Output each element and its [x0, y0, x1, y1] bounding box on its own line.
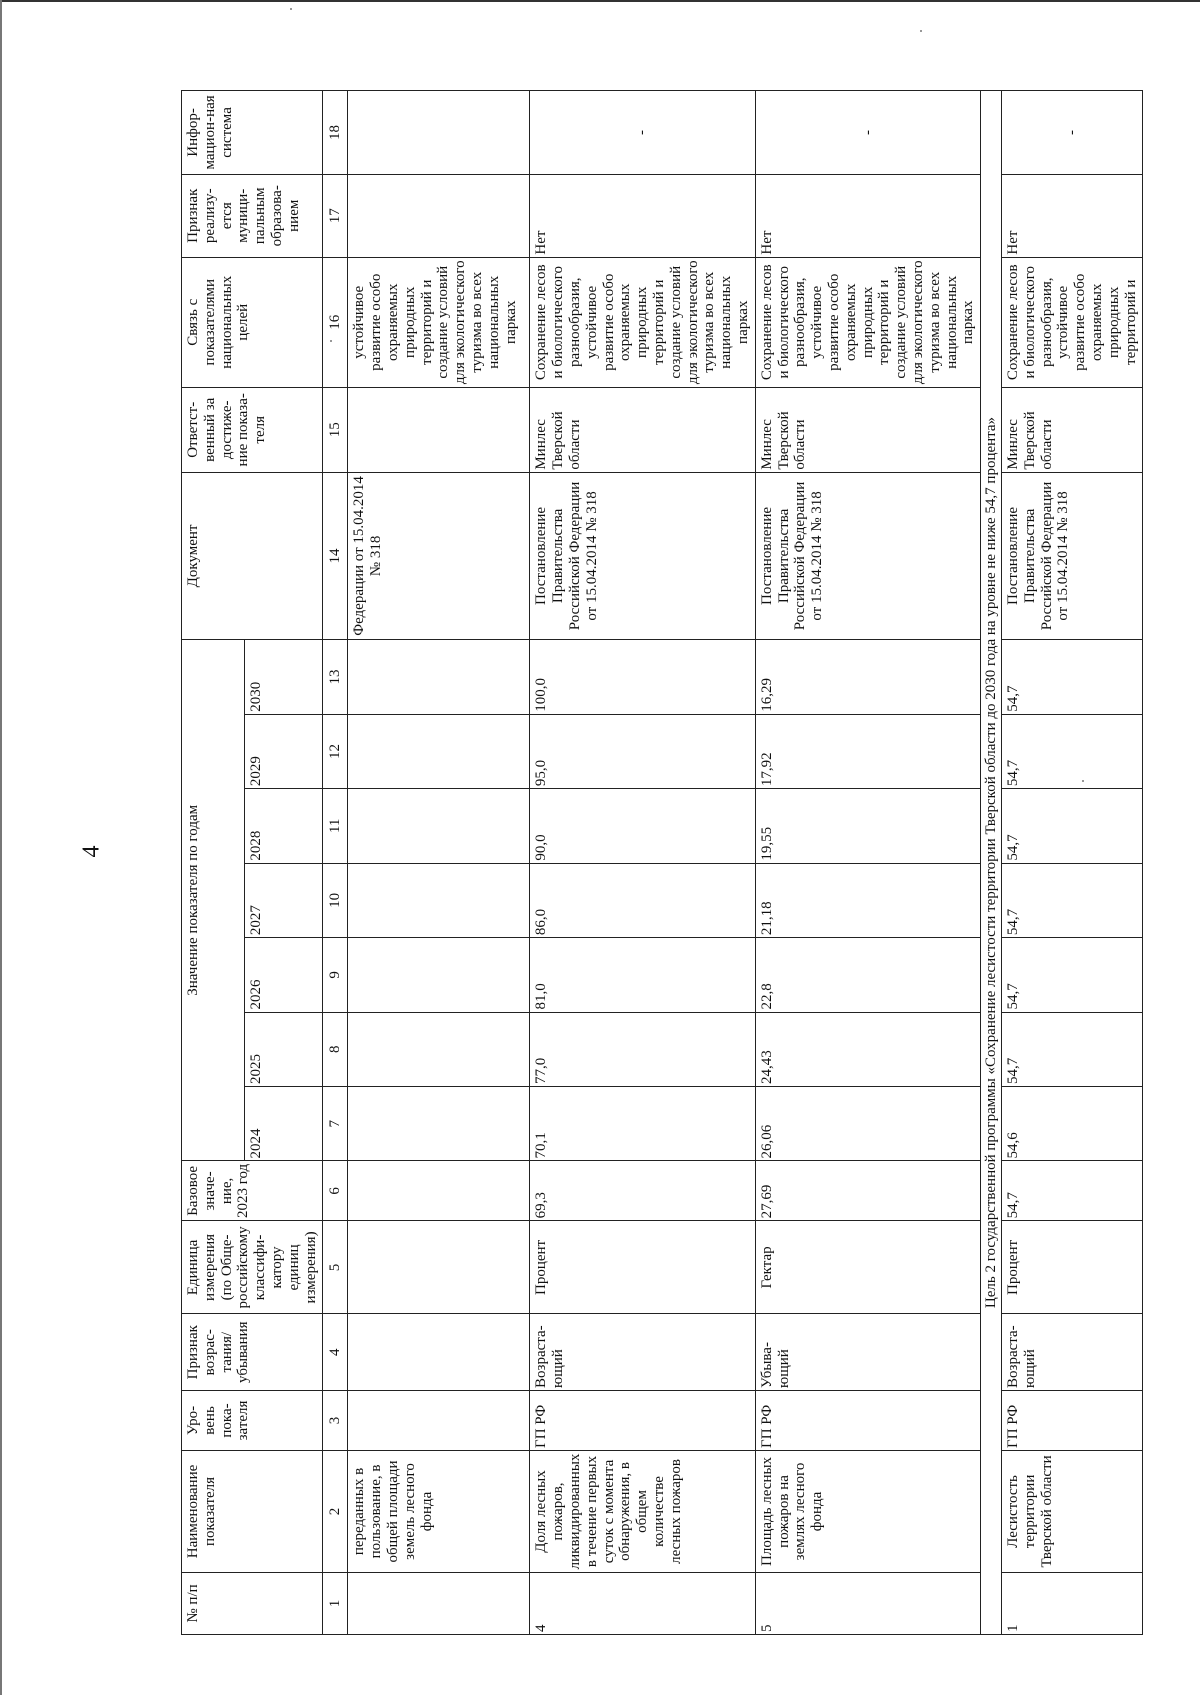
row-unit	[348, 1221, 530, 1314]
header-trend: Признак возрас-тания/ убывания	[182, 1314, 323, 1391]
row-trend	[348, 1314, 530, 1391]
row-value: 24,43	[755, 1012, 980, 1086]
goal-text: Цель 2 государственной программы «Сохранение лесистости территории Тверской области до 2030 года на уровне не ниже 54,7 процента»	[981, 91, 1002, 1635]
column-number: 6	[323, 1161, 348, 1221]
row-value: 54,7	[1002, 789, 1143, 863]
row-responsible: Минлес Тверской области	[530, 387, 755, 472]
row-value	[348, 789, 530, 863]
header-year: 2027	[244, 863, 323, 937]
row-value: 54,6	[1002, 1086, 1143, 1160]
row-level: ГП РФ	[755, 1390, 980, 1450]
column-number: 18	[323, 91, 348, 175]
row-trend: Возраста-ющий	[530, 1314, 755, 1391]
scan-speck	[290, 8, 292, 10]
row-infosys	[348, 91, 530, 175]
row-link: Сохранение лесов и биологического разнообразия, устойчивое развитие особо охраняемых природных территорий и создание условий для экологического туризма во всех национальных парках	[755, 257, 980, 387]
header-level: Уро-вень пока-зателя	[182, 1390, 323, 1450]
scan-edge-top	[0, 0, 1200, 2]
row-value: 54,7	[1002, 1012, 1143, 1086]
row-level: ГП РФ	[1002, 1390, 1143, 1450]
row-trend: Убыва-ющий	[755, 1314, 980, 1391]
row-name: Площадь лесных пожаров на землях лесного фонда	[755, 1450, 980, 1572]
header-municipal: Признак реализу-ется муници-пальным образова-нием	[182, 174, 323, 257]
row-value: 81,0	[530, 938, 755, 1012]
row-unit: Процент	[530, 1221, 755, 1314]
row-num	[348, 1572, 530, 1634]
row-value	[348, 1086, 530, 1160]
header-year: 2028	[244, 789, 323, 863]
header-values-group: Значение показателя по годам	[182, 640, 245, 1161]
column-number: 9	[323, 938, 348, 1012]
row-municipal	[348, 174, 530, 257]
table-row	[530, 91, 755, 1635]
row-base	[348, 1161, 530, 1221]
row-value: 90,0	[530, 789, 755, 863]
row-unit: Гектар	[755, 1221, 980, 1314]
row-document: Постановление Правительства Российской Федерации от 15.04.2014 № 318	[530, 472, 755, 640]
header-num: № п/п	[182, 1572, 323, 1634]
row-name: переданных в пользование, в общей площади земель лесного фонда	[348, 1450, 530, 1572]
row-value: 77,0	[530, 1012, 755, 1086]
row-link: устойчивое развитие особо охраняемых природных территорий и создание условий для экологического туризма во всех национальных парках	[348, 257, 530, 387]
row-num: 5	[755, 1572, 980, 1634]
scan-edge-left	[0, 0, 2, 1695]
column-numbers-row	[323, 91, 348, 1635]
row-level: ГП РФ	[530, 1390, 755, 1450]
row-link: Сохранение лесов и биологического разнообразия, устойчивое развитие особо охраняемых природных территорий и	[1002, 257, 1143, 387]
row-value: 54,7	[1002, 640, 1143, 715]
row-infosys: -	[755, 91, 980, 175]
header-year: 2026	[244, 938, 323, 1012]
row-value	[348, 640, 530, 715]
row-unit: Процент	[1002, 1221, 1143, 1314]
goal-row	[981, 91, 1002, 1635]
column-number: 4	[323, 1314, 348, 1391]
row-document: Постановление Правительства Российской Федерации от 15.04.2014 № 318	[1002, 472, 1143, 640]
row-value	[348, 863, 530, 937]
column-number: 10	[323, 863, 348, 937]
column-number: 3	[323, 1390, 348, 1450]
header-unit: Единица измерения (по Обще-российскому классифи-катору единиц измерения)	[182, 1221, 323, 1314]
row-value: 54,7	[1002, 938, 1143, 1012]
column-number: 1	[323, 1572, 348, 1634]
column-number: 14	[323, 472, 348, 640]
table-row	[1002, 91, 1143, 1635]
page-number: 4	[78, 845, 105, 858]
row-value: 19,55	[755, 789, 980, 863]
row-base: 27,69	[755, 1161, 980, 1221]
row-value: 54,7	[1002, 863, 1143, 937]
header-year: 2030	[244, 640, 323, 715]
row-value: 100,0	[530, 640, 755, 715]
header-name: Наименование показателя	[182, 1450, 323, 1572]
column-number: 2	[323, 1450, 348, 1572]
row-level	[348, 1390, 530, 1450]
row-municipal: Нет	[755, 174, 980, 257]
column-number: 16	[323, 257, 348, 387]
row-trend: Возраста-ющий	[1002, 1314, 1143, 1391]
row-base: 54,7	[1002, 1161, 1143, 1221]
row-base: 69,3	[530, 1161, 755, 1221]
row-num: 1	[1002, 1572, 1143, 1634]
column-number: 12	[323, 714, 348, 788]
row-name: Доля лесных пожаров, ликвидированных в течение первых суток с момента обнаружения, в общем количестве лесных пожаров	[530, 1450, 755, 1572]
row-value: 21,18	[755, 863, 980, 937]
row-municipal: Нет	[530, 174, 755, 257]
row-value: 54,7	[1002, 714, 1143, 788]
column-number: 13	[323, 640, 348, 715]
row-responsible: Минлес Тверской области	[1002, 387, 1143, 472]
row-value: 70,1	[530, 1086, 755, 1160]
header-year: 2025	[244, 1012, 323, 1086]
column-number: 5	[323, 1221, 348, 1314]
row-num: 4	[530, 1572, 755, 1634]
header-link: Связь с показателями национальных целей	[182, 257, 323, 387]
row-document: Федерации от 15.04.2014 № 318	[348, 472, 530, 640]
row-municipal: Нет	[1002, 174, 1143, 257]
row-value	[348, 938, 530, 1012]
header-year: 2024	[244, 1086, 323, 1160]
column-number: 17	[323, 174, 348, 257]
row-link: Сохранение лесов и биологического разнообразия, устойчивое развитие особо охраняемых природных территорий и создание условий для экологического туризма во всех национальных парках	[530, 257, 755, 387]
column-number: 7	[323, 1086, 348, 1160]
column-number: 11	[323, 789, 348, 863]
row-value: 86,0	[530, 863, 755, 937]
row-infosys: -	[530, 91, 755, 175]
row-responsible: Минлес Тверской области	[755, 387, 980, 472]
column-number: 15	[323, 387, 348, 472]
header-year: 2029	[244, 714, 323, 788]
scan-speck	[920, 30, 922, 32]
row-document: Постановление Правительства Российской Федерации от 15.04.2014 № 318	[755, 472, 980, 640]
table-row	[348, 91, 530, 1635]
rotated-table-container	[181, 90, 1139, 1635]
row-value: 26,06	[755, 1086, 980, 1160]
row-name: Лесистость территории Тверской области	[1002, 1450, 1143, 1572]
column-number: 8	[323, 1012, 348, 1086]
indicators-table	[181, 90, 1143, 1635]
header-document: Документ	[182, 472, 323, 640]
header-infosys: Инфор-мацион-ная система	[182, 91, 323, 175]
row-value: 95,0	[530, 714, 755, 788]
row-value	[348, 714, 530, 788]
table-row	[755, 91, 980, 1635]
header-base: Базовое значе-ние, 2023 год	[182, 1161, 323, 1221]
row-responsible	[348, 387, 530, 472]
row-value	[348, 1012, 530, 1086]
row-infosys: -	[1002, 91, 1143, 175]
row-value: 22,8	[755, 938, 980, 1012]
row-value: 17,92	[755, 714, 980, 788]
row-value: 16,29	[755, 640, 980, 715]
header-responsible: Ответст-венный за достиже-ние показа-теля	[182, 387, 323, 472]
